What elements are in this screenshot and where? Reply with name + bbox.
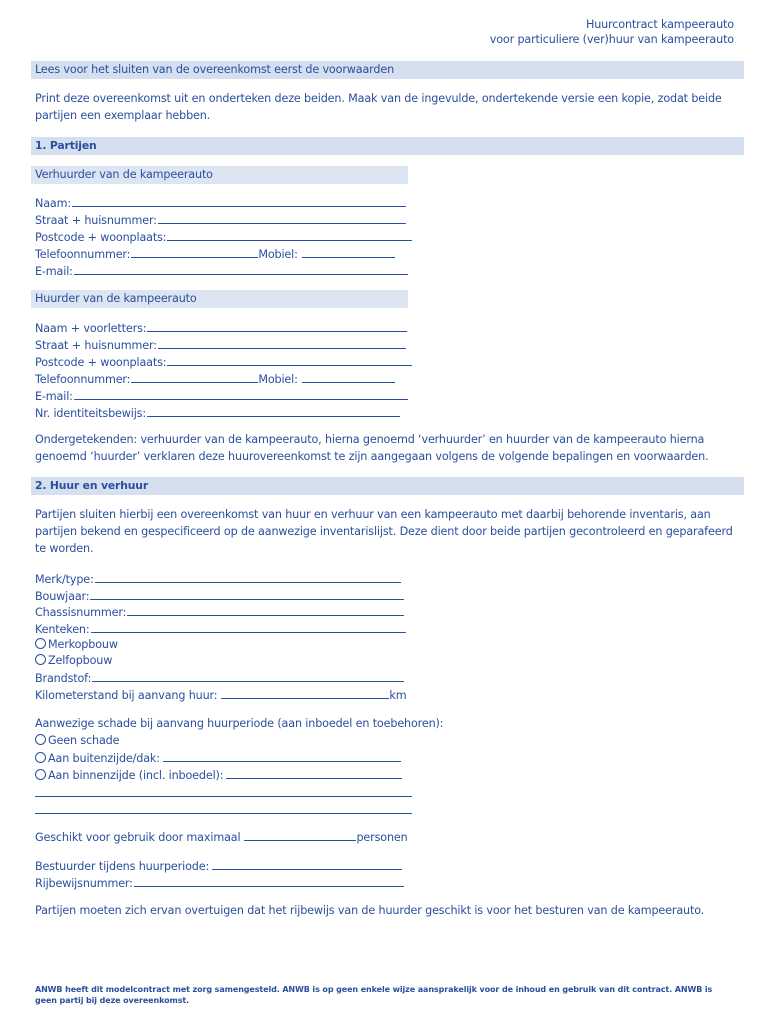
field-label: Brandstof: xyxy=(35,672,92,685)
field-label: Chassisnummer: xyxy=(35,606,127,619)
rijbewijs-field[interactable] xyxy=(35,875,404,891)
radio-circle-icon[interactable] xyxy=(35,654,46,665)
merk-field[interactable] xyxy=(35,571,401,587)
radio-circle-icon[interactable] xyxy=(35,769,46,780)
field-label: Postcode + woonplaats: xyxy=(35,356,167,369)
field-label: E-mail: xyxy=(35,265,73,278)
huurder-email-field[interactable] xyxy=(35,388,408,404)
field-label: Bestuurder tijdens huurperiode: xyxy=(35,860,210,873)
huurder-naam-field[interactable] xyxy=(35,320,407,336)
field-label: Mobiel: xyxy=(258,248,298,261)
huurder-title: Huurder van de kampeerauto xyxy=(35,292,197,305)
huurder-subheader xyxy=(31,290,408,308)
section-2-title: 2. Huur en verhuur xyxy=(35,479,149,492)
document-subtitle: voor particuliere (ver)huur van kampeerauto xyxy=(489,33,734,46)
field-label: Geschikt voor gebruik door maximaal xyxy=(35,831,241,844)
fill-line[interactable] xyxy=(212,858,402,870)
field-label: Merk/type: xyxy=(35,573,94,586)
footer-disclaimer: ANWB heeft dit modelcontract met zorg samengesteld. ANWB is op geen enkele wijze aansprakelijk voor de inhoud en gebruik van dit contract. ANWB is geen partij bij deze overeenkomst. xyxy=(35,985,713,1005)
fill-line[interactable] xyxy=(158,337,406,349)
unit-label: personen xyxy=(356,831,408,844)
fill-line[interactable] xyxy=(95,571,401,583)
radio-circle-icon[interactable] xyxy=(35,638,46,649)
verhuurder-title: Verhuurder van de kampeerauto xyxy=(35,168,213,181)
fill-line[interactable] xyxy=(167,229,412,241)
fill-line[interactable] xyxy=(226,767,402,779)
fill-line[interactable] xyxy=(147,320,407,332)
field-label: Kilometerstand bij aanvang huur: xyxy=(35,689,218,702)
verhuurder-subheader xyxy=(31,166,408,184)
field-label: Straat + huisnummer: xyxy=(35,339,157,352)
document-title: Huurcontract kampeerauto xyxy=(585,18,734,31)
fill-line[interactable] xyxy=(167,354,412,366)
bestuurder-field[interactable] xyxy=(35,858,402,874)
kenteken-field[interactable] xyxy=(35,621,406,637)
zelfopbouw-option[interactable] xyxy=(35,653,112,669)
binnenzijde-option[interactable] xyxy=(35,767,402,783)
huurder-postcode-field[interactable] xyxy=(35,354,412,370)
verhuurder-naam-field[interactable] xyxy=(35,195,406,211)
intro-band-label: Lees voor het sluiten van de overeenkomst eerst de voorwaarden xyxy=(35,63,395,76)
fill-line[interactable] xyxy=(134,875,404,887)
option-label: Aan buitenzijde/dak: xyxy=(48,752,160,765)
geen-schade-option[interactable] xyxy=(35,733,119,749)
intro-band xyxy=(31,61,744,79)
buitenzijde-option[interactable] xyxy=(35,750,401,766)
field-label: Naam: xyxy=(35,197,71,210)
field-label: Telefoonnummer: xyxy=(35,248,131,261)
brandstof-field[interactable] xyxy=(35,670,404,686)
verhuurder-postcode-field[interactable] xyxy=(35,229,412,245)
field-label: Nr. identiteitsbewijs: xyxy=(35,407,146,420)
radio-circle-icon[interactable] xyxy=(35,752,46,763)
bouwjaar-field[interactable] xyxy=(35,588,404,604)
huurder-telefoon-field[interactable] xyxy=(35,371,395,387)
schade-title: Aanwezige schade bij aanvang huurperiode (aan inboedel en toebehoren): xyxy=(35,717,444,730)
verhuurder-straat-field[interactable] xyxy=(35,212,406,228)
intro-text: Print deze overeenkomst uit en onderteken deze beiden. Maak van de ingevulde, ondertekende versie een kopie, zodat beide partijen een exemplaar hebben. xyxy=(35,92,722,122)
fill-line[interactable] xyxy=(302,246,395,258)
option-label: Merkopbouw xyxy=(48,638,118,651)
closing-statement: Partijen moeten zich ervan overtuigen dat het rijbewijs van de huurder geschikt is voor het besturen van de kampeerauto. xyxy=(35,904,705,917)
field-label: Straat + huisnummer: xyxy=(35,214,157,227)
fill-line[interactable] xyxy=(221,687,389,699)
fill-line[interactable] xyxy=(163,750,401,762)
option-label: Zelfopbouw xyxy=(48,654,113,667)
radio-circle-icon[interactable] xyxy=(35,734,46,745)
field-label: Postcode + woonplaats: xyxy=(35,231,167,244)
field-label: Bouwjaar: xyxy=(35,590,90,603)
huurder-id-field[interactable] xyxy=(35,405,400,421)
schade-blank-line[interactable] xyxy=(35,795,412,797)
section-1-header xyxy=(31,137,744,155)
kilometerstand-field[interactable] xyxy=(35,687,407,703)
unit-label: km xyxy=(389,689,407,702)
section-2-header xyxy=(31,477,744,495)
field-label: Kenteken: xyxy=(35,623,90,636)
field-label: Mobiel: xyxy=(258,373,298,386)
section-2-intro: Partijen sluiten hierbij een overeenkomst van huur en verhuur van een kampeerauto met daarbij behorende inventaris, aan partijen bekend en gespecificeerd op de aanwezige inventarislijst. Deze dient door beide partijen gecontroleerd en geparafeerd te worden. xyxy=(35,508,733,555)
field-label: Naam + voorletters: xyxy=(35,322,147,335)
verhuurder-telefoon-field[interactable] xyxy=(35,246,395,262)
chassis-field[interactable] xyxy=(35,604,404,620)
fill-line[interactable] xyxy=(127,604,404,616)
field-label: E-mail: xyxy=(35,390,73,403)
fill-line[interactable] xyxy=(72,195,406,207)
fill-line[interactable] xyxy=(147,405,400,417)
fill-line[interactable] xyxy=(244,829,356,841)
huurder-straat-field[interactable] xyxy=(35,337,406,353)
fill-line[interactable] xyxy=(158,212,406,224)
fill-line[interactable] xyxy=(302,371,395,383)
option-label: Aan binnenzijde (incl. inboedel): xyxy=(48,769,224,782)
fill-line[interactable] xyxy=(91,621,406,633)
schade-blank-line[interactable] xyxy=(35,812,412,814)
section-1-title: 1. Partijen xyxy=(35,139,97,152)
merkopbouw-option[interactable] xyxy=(35,637,118,653)
fill-line[interactable] xyxy=(92,670,404,682)
geschikt-field[interactable] xyxy=(35,829,408,845)
parties-statement: Ondergetekenden: verhuurder van de kampeerauto, hierna genoemd ‘verhuurder’ en huurder van de kampeerauto hierna genoemd ‘huurder’ verklaren deze huurovereenkomst te zijn aangegaan volgens de volgende bepalingen en voorwaarden. xyxy=(35,433,709,463)
verhuurder-email-field[interactable] xyxy=(35,263,408,279)
option-label: Geen schade xyxy=(48,734,120,747)
fill-line[interactable] xyxy=(90,588,404,600)
field-label: Rijbewijsnummer: xyxy=(35,877,133,890)
fill-line[interactable] xyxy=(131,246,258,258)
fill-line[interactable] xyxy=(131,371,258,383)
field-label: Telefoonnummer: xyxy=(35,373,131,386)
fill-line[interactable] xyxy=(74,388,408,400)
fill-line[interactable] xyxy=(74,263,408,275)
